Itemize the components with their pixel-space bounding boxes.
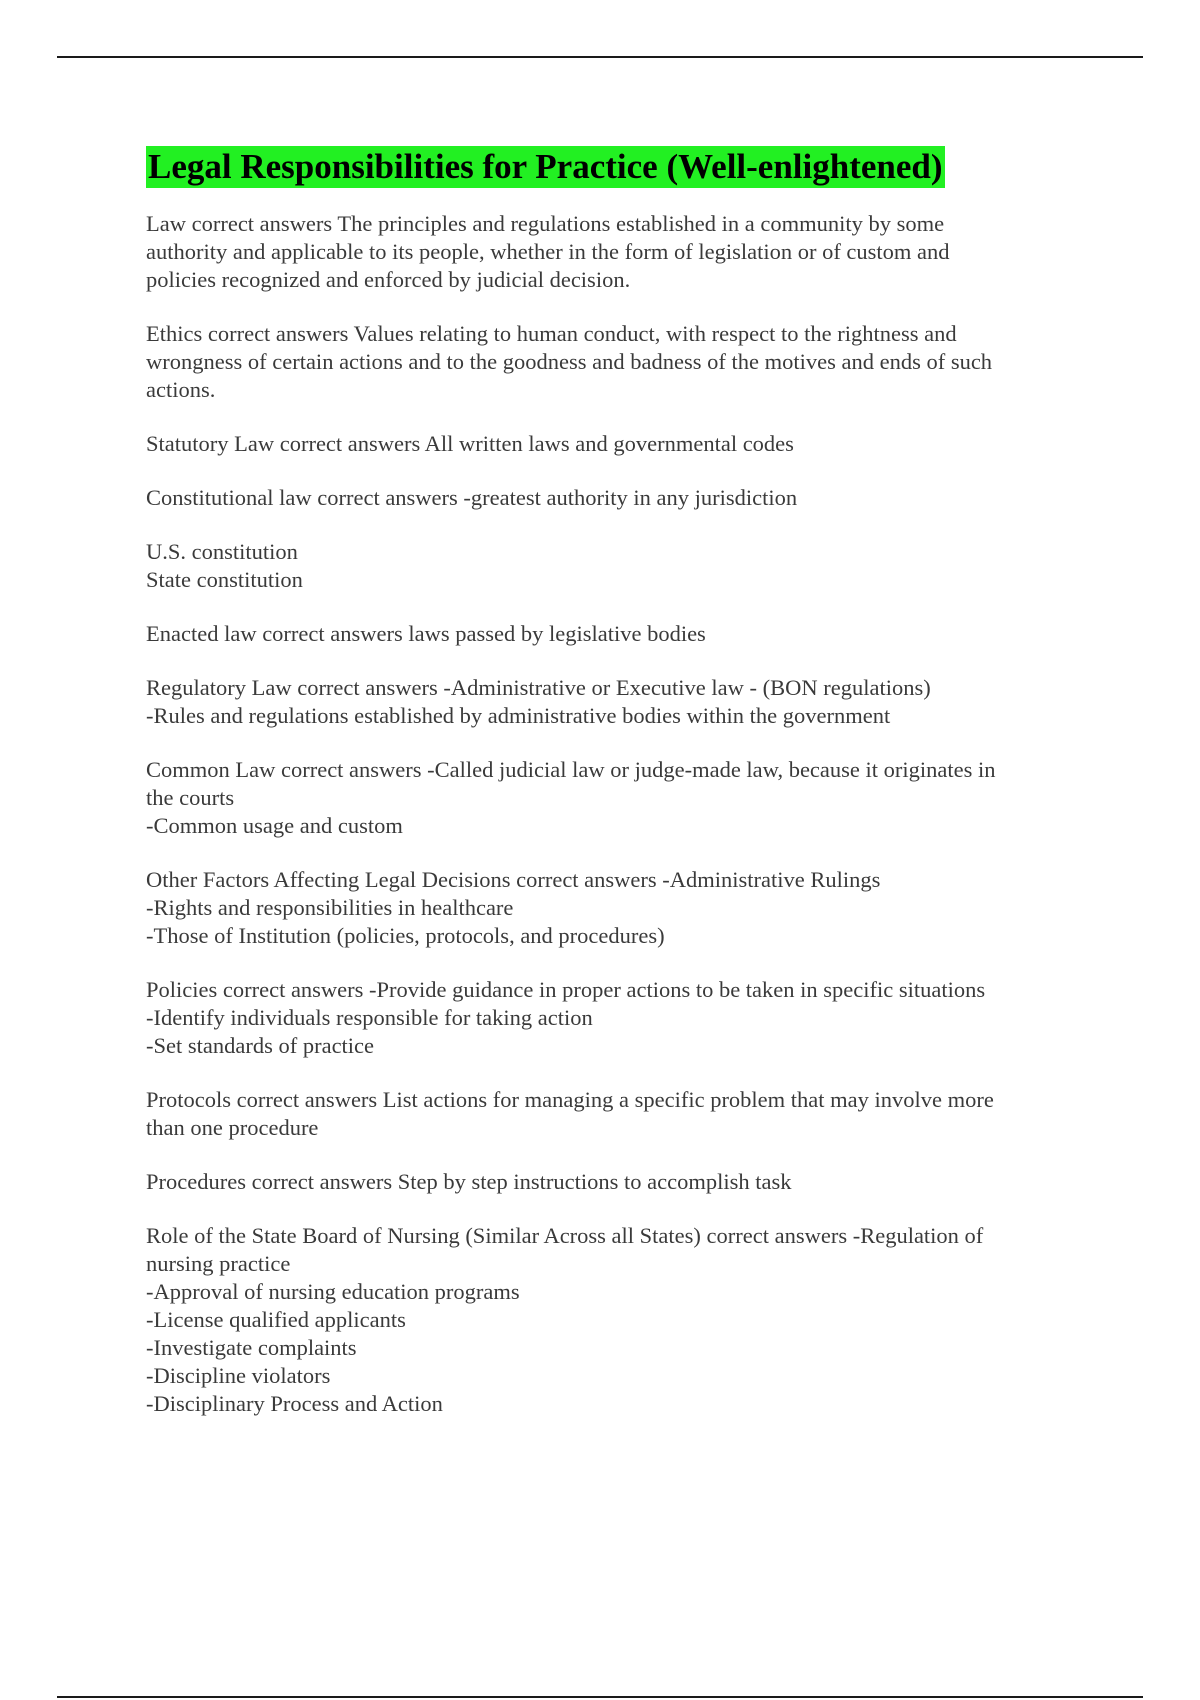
entry-line: -Rights and responsibilities in healthcare bbox=[146, 895, 514, 920]
entry-line: -Rules and regulations established by administrative bodies within the government bbox=[146, 703, 891, 728]
entry-line: Common Law correct answers -Called judicial law or judge-made law, because it originates in bbox=[146, 757, 996, 782]
entry-line: Law correct answers The principles and regulations established in a community by some bbox=[146, 211, 945, 236]
entry-line: Constitutional law correct answers -greatest authority in any jurisdiction bbox=[146, 485, 798, 510]
entry-line: Ethics correct answers Values relating to human conduct, with respect to the rightness and bbox=[146, 321, 957, 346]
entry-line: Regulatory Law correct answers -Administrative or Executive law - (BON regulations) bbox=[146, 675, 931, 700]
entry-law bbox=[146, 210, 1076, 294]
entry-common-law bbox=[146, 756, 1076, 840]
bottom-rule bbox=[57, 1696, 1143, 1698]
entry-other-factors bbox=[146, 866, 1076, 950]
entry-enacted-law bbox=[146, 620, 1076, 648]
entry-constitutional-law bbox=[146, 484, 1076, 512]
entry-line: Procedures correct answers Step by step instructions to accomplish task bbox=[146, 1169, 792, 1194]
entry-line: Role of the State Board of Nursing (Similar Across all States) correct answers -Regulation of bbox=[146, 1223, 984, 1248]
entry-line: -Those of Institution (policies, protocols, and procedures) bbox=[146, 923, 665, 948]
entry-line: -Disciplinary Process and Action bbox=[146, 1391, 443, 1416]
entry-line: authority and applicable to its people, whether in the form of legislation or of custom and bbox=[146, 239, 950, 264]
entry-line: -Set standards of practice bbox=[146, 1033, 375, 1058]
entry-line: wrongness of certain actions and to the goodness and badness of the motives and ends of such bbox=[146, 349, 993, 374]
entry-line: Enacted law correct answers laws passed by legislative bodies bbox=[146, 621, 706, 646]
entry-line: -Investigate complaints bbox=[146, 1335, 357, 1360]
entry-line: Other Factors Affecting Legal Decisions correct answers -Administrative Rulings bbox=[146, 867, 881, 892]
entry-line: policies recognized and enforced by judicial decision. bbox=[146, 267, 631, 292]
entry-procedures bbox=[146, 1168, 1076, 1196]
entry-line: -Identify individuals responsible for taking action bbox=[146, 1005, 593, 1030]
entry-constitutions bbox=[146, 538, 1076, 594]
entry-protocols bbox=[146, 1086, 1076, 1142]
entry-state-board bbox=[146, 1222, 1076, 1418]
entry-ethics bbox=[146, 320, 1076, 404]
entry-line: -Approval of nursing education programs bbox=[146, 1279, 520, 1304]
entry-line: Policies correct answers -Provide guidance in proper actions to be taken in specific situations bbox=[146, 977, 986, 1002]
entry-line: Statutory Law correct answers All written laws and governmental codes bbox=[146, 431, 794, 456]
entry-policies bbox=[146, 976, 1076, 1060]
entry-line: actions. bbox=[146, 377, 216, 402]
entry-line: the courts bbox=[146, 785, 235, 810]
document-body bbox=[146, 146, 1076, 1444]
entry-line: -Discipline violators bbox=[146, 1363, 331, 1388]
entry-regulatory-law bbox=[146, 674, 1076, 730]
entry-line: State constitution bbox=[146, 567, 303, 592]
entry-line: nursing practice bbox=[146, 1251, 291, 1276]
entry-line: -Common usage and custom bbox=[146, 813, 403, 838]
top-rule bbox=[57, 56, 1143, 58]
document-title: Legal Responsibilities for Practice (Well-enlightened) bbox=[148, 147, 943, 186]
entry-line: -License qualified applicants bbox=[146, 1307, 406, 1332]
entry-statutory-law bbox=[146, 430, 1076, 458]
entry-line: than one procedure bbox=[146, 1115, 319, 1140]
entry-line: Protocols correct answers List actions for managing a specific problem that may involve more bbox=[146, 1087, 994, 1112]
entry-line: U.S. constitution bbox=[146, 539, 298, 564]
